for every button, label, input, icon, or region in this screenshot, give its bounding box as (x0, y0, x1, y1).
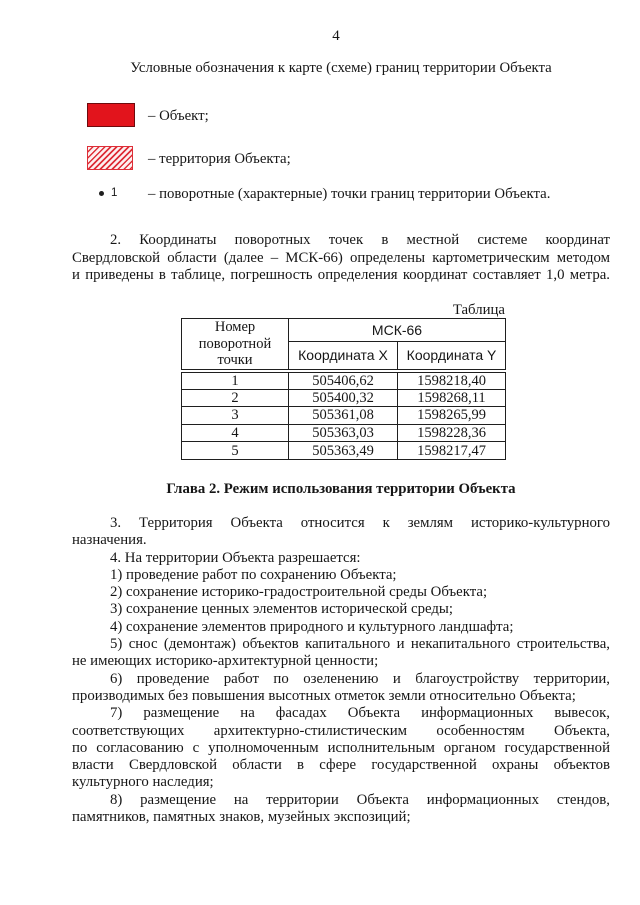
header-coordinate-system: МСК-66 (289, 319, 506, 342)
text-line: 2. Координаты поворотных точек в местной системе координат (110, 232, 610, 248)
list-item-1 (72, 567, 610, 584)
list-item-6 (72, 671, 610, 706)
text-line: 6) проведение работ по озеленению и благоустройству территории, (110, 670, 610, 687)
turning-point-number-label: 1 (111, 187, 118, 199)
text-line: Свердловской области (далее – МСК-66) определены картометрическим методом (72, 249, 610, 266)
text-line: 4. На территории Объекта разрешается: (110, 549, 361, 566)
page-number: 4 (332, 28, 340, 44)
chapter-title: Глава 2. Режим использования территории Объекта (166, 481, 516, 497)
cell-coordinate-y: 1598268,11 (398, 389, 506, 407)
cell-point-number: 2 (182, 389, 289, 407)
cell-coordinate-y: 1598228,36 (398, 424, 506, 442)
header-coordinate-y: Координата Y (398, 342, 506, 371)
legend-label-turning-points: – поворотные (характерные) точки границ территории Объекта. (148, 186, 551, 202)
cell-coordinate-y: 1598265,99 (398, 407, 506, 425)
list-item-5 (72, 636, 610, 671)
legend-title: Условные обозначения к карте (схеме) границ территории Объекта (130, 60, 552, 76)
text-line: соответствующих архитектурно-стилистическим особенностям Объекта, (72, 722, 610, 739)
text-line: производимых без повышения высотных отметок земли относительно Объекта; (72, 687, 576, 704)
red-filled-rectangle-icon (87, 103, 135, 127)
cell-point-number: 5 (182, 442, 289, 460)
text-line: 7) размещение на фасадах Объекта информационных вывесок, (110, 705, 610, 722)
turning-point-dot-icon (99, 191, 104, 196)
text-line: 8) размещение на территории Объекта информационных стендов, (110, 791, 610, 808)
text-line: не имеющих историко-архитектурной ценности; (72, 653, 379, 670)
text-line: памятников, памятных знаков, музейных экспозиций; (72, 809, 411, 826)
list-item-7 (72, 705, 610, 791)
cell-coordinate-y: 1598218,40 (398, 371, 506, 390)
table-row (182, 371, 506, 390)
table-header-row (182, 319, 506, 342)
text-line: 2) сохранение историко-градостроительной среды Объекта; (110, 584, 488, 601)
table-row (182, 407, 506, 425)
list-item-3 (72, 601, 610, 618)
text-line: 4) сохранение элементов природного и культурного ландшафта; (110, 618, 514, 635)
table-caption: Таблица (452, 302, 505, 318)
table-row (182, 442, 506, 460)
cell-coordinate-x: 505400,32 (289, 389, 398, 407)
text-line: и приведены в таблице, погрешность определения координат составляет 1,0 метра. (72, 267, 610, 283)
text-line: 5) снос (демонтаж) объектов капитального и некапитального строительства, (110, 636, 610, 653)
text-line: 3) сохранение ценных элементов исторической среды; (110, 601, 453, 618)
table-row (182, 389, 506, 407)
paragraph-2 (72, 232, 610, 285)
text-line: назначения. (72, 532, 147, 549)
cell-coordinate-x: 505363,03 (289, 424, 398, 442)
list-item-2 (72, 584, 610, 601)
cell-coordinate-x: 505361,08 (289, 407, 398, 425)
text-line: 1) проведение работ по сохранению Объекта; (110, 566, 397, 583)
red-hatched-rectangle-icon (87, 146, 133, 170)
legend-label-territory: – территория Объекта; (148, 151, 291, 167)
cell-point-number: 3 (182, 407, 289, 425)
cell-coordinate-x: 505406,62 (289, 371, 398, 390)
cell-coordinate-y: 1598217,47 (398, 442, 506, 460)
list-item-8 (72, 792, 610, 827)
header-coordinate-x: Координата X (289, 342, 398, 371)
text-line: по согласованию с уполномоченным исполнительным органом государственной (72, 739, 610, 756)
table-row (182, 424, 506, 442)
chapter-body (72, 515, 610, 826)
header-point-number: Номер поворотной точки (182, 319, 289, 371)
text-line: 3. Территория Объекта относится к землям историко-культурного (110, 515, 610, 531)
paragraph-3 (72, 515, 610, 550)
text-line: культурного наследия; (72, 774, 214, 791)
paragraph-4 (72, 550, 610, 567)
text-line: власти Свердловской области в сфере государственной охраны объектов (72, 757, 610, 774)
cell-point-number: 1 (182, 371, 289, 390)
coordinates-table (181, 318, 506, 460)
cell-point-number: 4 (182, 424, 289, 442)
legend-label-object: – Объект; (148, 108, 209, 124)
cell-coordinate-x: 505363,49 (289, 442, 398, 460)
list-item-4 (72, 619, 610, 636)
